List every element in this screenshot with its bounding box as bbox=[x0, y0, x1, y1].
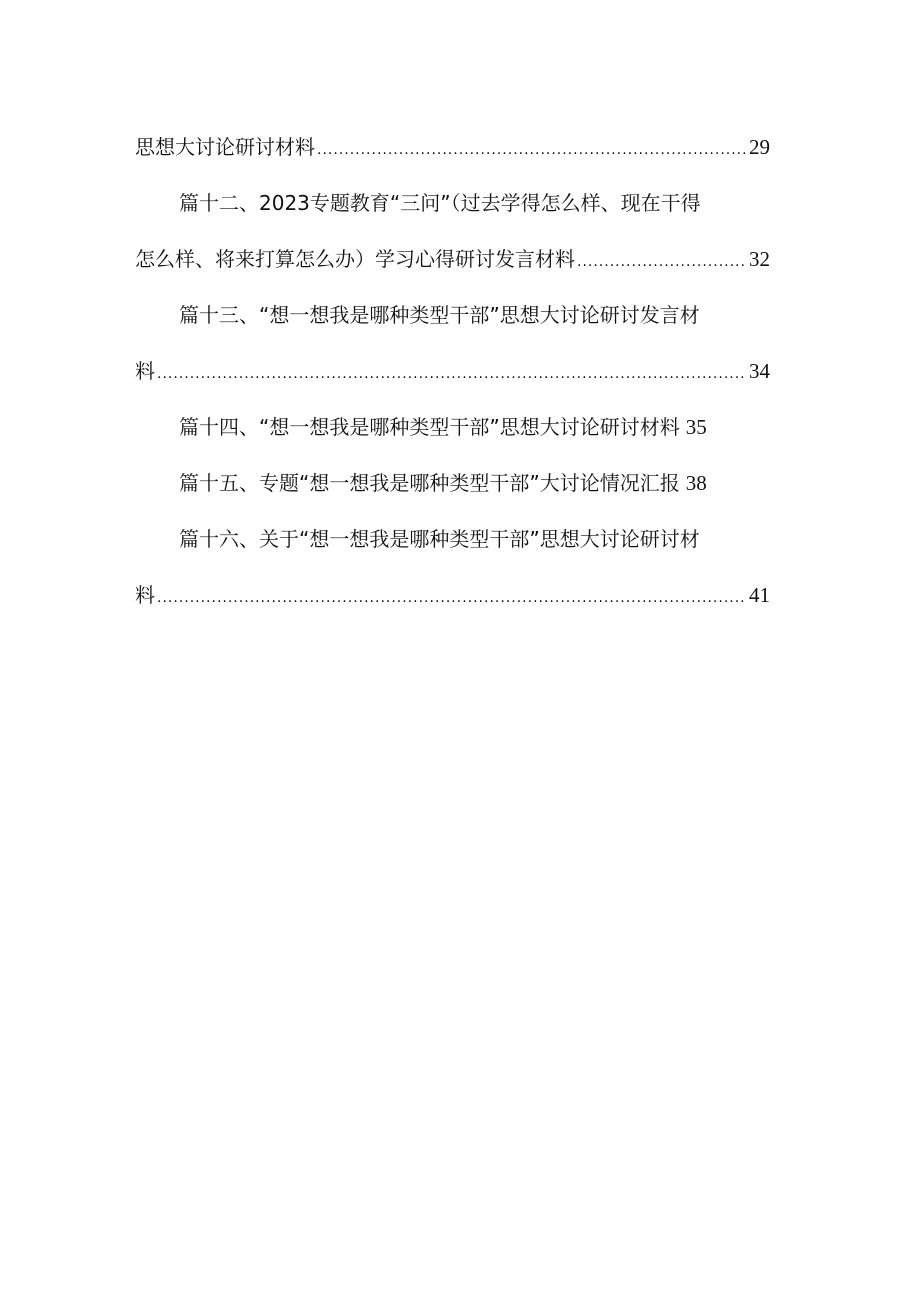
toc-entry-12-line1[interactable] bbox=[179, 188, 770, 218]
toc-entry-title: 思想大讨论研讨材料 bbox=[135, 135, 315, 159]
toc-entry-title: 篇十三、“想一想我是哪种类型干部”思想大讨论研讨发言材 bbox=[179, 303, 700, 327]
toc-entry-title: 怎么样、将来打算怎么办）学习心得研讨发言材料 bbox=[135, 247, 575, 271]
toc-entry-title: 篇十四、“想一想我是哪种类型干部”思想大讨论研讨材料 bbox=[179, 415, 680, 439]
toc-page-number: 34 bbox=[749, 359, 770, 383]
toc-entry-title: 料 bbox=[135, 359, 155, 383]
dot-leader bbox=[157, 583, 747, 613]
toc-page-number: 29 bbox=[749, 135, 770, 159]
toc-entry-title: 篇十五、专题“想一想我是哪种类型干部”大讨论情况汇报 bbox=[179, 471, 680, 495]
toc-entry-11-continuation[interactable] bbox=[135, 132, 770, 165]
toc-entry-title: 料 bbox=[135, 583, 155, 607]
toc-entry-12-line2[interactable] bbox=[135, 244, 770, 277]
dot-leader bbox=[317, 135, 747, 165]
dot-leader bbox=[577, 247, 747, 277]
toc-entry-15[interactable] bbox=[179, 468, 770, 498]
toc-entry-13-line2[interactable] bbox=[135, 356, 770, 389]
toc-entry-title: 篇十六、关于“想一想我是哪种类型干部”思想大讨论研讨材 bbox=[179, 527, 700, 551]
toc-page-number: 38 bbox=[685, 471, 707, 495]
toc-entry-16-line2[interactable] bbox=[135, 580, 770, 613]
toc-page-number: 32 bbox=[749, 247, 770, 271]
toc-entry-title: 篇十二、2023专题教育“三问”（过去学得怎么样、现在干得 bbox=[179, 191, 701, 215]
dot-leader bbox=[157, 359, 747, 389]
toc-page-number: 35 bbox=[685, 415, 707, 439]
toc-entry-13-line1[interactable] bbox=[179, 300, 770, 330]
toc-entry-14[interactable] bbox=[179, 412, 770, 442]
toc-page-number: 41 bbox=[749, 583, 770, 607]
toc-entry-16-line1[interactable] bbox=[179, 524, 770, 554]
